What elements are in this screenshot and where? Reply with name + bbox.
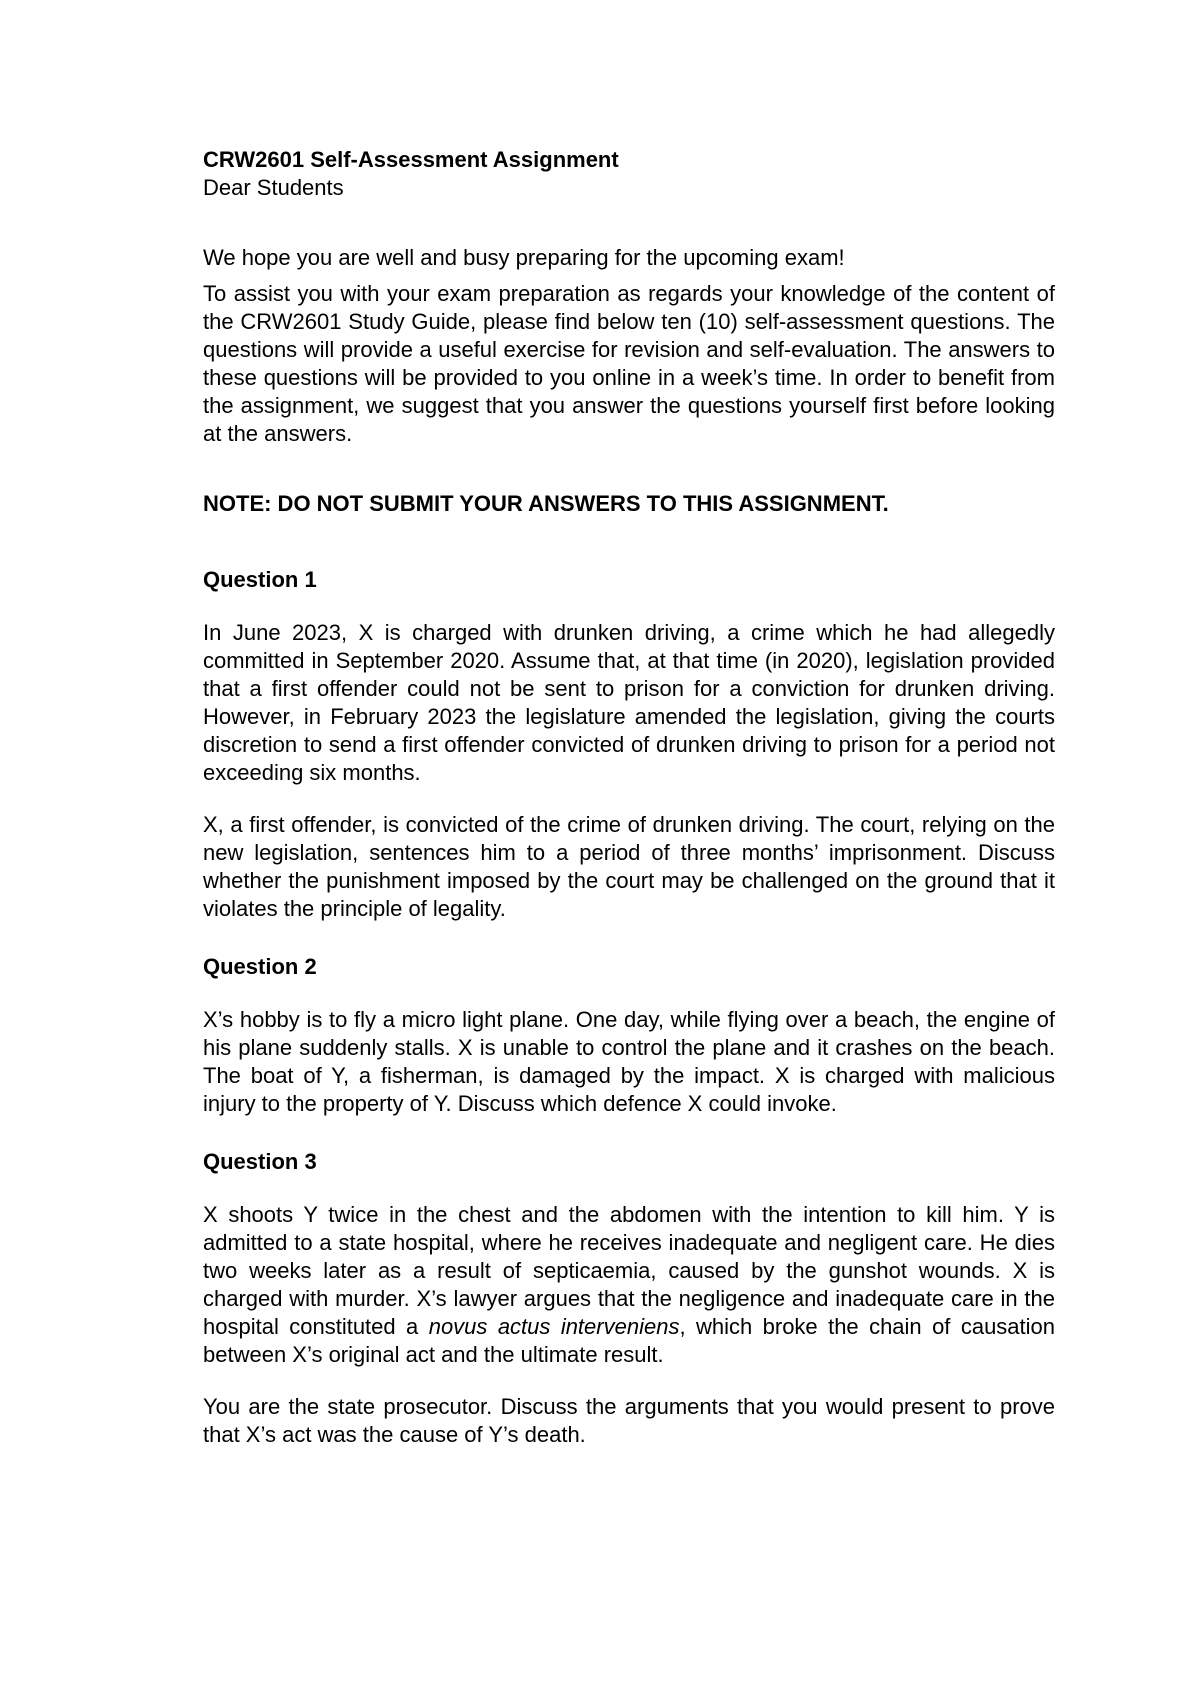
question-1-paragraph-1: In June 2023, X is charged with drunken driving, a crime which he had allegedly committed in September 2020. Assume that, at that time (in 2020), legislation provided that a first offender could not be sent to prison for a conviction for drunken driving. However, in February 2023 the legislature amended the legislation, giving the courts discretion to send a first offender convicted of drunken driving to prison for a period not exceeding six months. [203, 620, 1055, 785]
question-2-heading: Question 2 [203, 954, 317, 979]
question-3-section [203, 1148, 1055, 1449]
intro-paragraph-1: We hope you are well and busy preparing for the upcoming exam! [203, 245, 845, 270]
submission-note: NOTE: DO NOT SUBMIT YOUR ANSWERS TO THIS ASSIGNMENT. [203, 491, 889, 516]
question-3-paragraph-1 [203, 1201, 1055, 1369]
latin-term-emphasis: novus actus interveniens [428, 1314, 680, 1339]
question-3-paragraph-2: You are the state prosecutor. Discuss the arguments that you would present to prove that X’s act was the cause of Y’s death. [203, 1394, 1055, 1447]
intro-paragraph-2: To assist you with your exam preparation as regards your knowledge of the content of the CRW2601 Study Guide, please find below ten (10) self-assessment questions. The questions will provide a useful exercise for revision and self-evaluation. The answers to these questions will be provided to you online in a week’s time. In order to benefit from the assignment, we suggest that you answer the questions yourself first before looking at the answers. [203, 281, 1055, 446]
question-1-paragraph-2: X, a first offender, is convicted of the crime of drunken driving. The court, relying on the new legislation, sentences him to a period of three months’ imprisonment. Discuss whether the punishment imposed by the court may be challenged on the ground that it violates the principle of legality. [203, 812, 1055, 921]
salutation: Dear Students [203, 175, 344, 200]
question-3-paragraph-1-start: X shoots Y twice in the chest and the abdomen with the intention to kill him. Y is admitted to a state hospital, where he receives inadequate and negligent care. He dies two weeks later as a result of septicaemia, caused by the gunshot wounds. X is charged with murder. X’s lawyer argues that the negligence and inadequate care in the hospital constituted a [203, 1202, 1055, 1339]
question-3-paragraph-1-end: , which broke the chain of causation between X’s original act and the ultimate result. [203, 1314, 1056, 1367]
document-content [203, 146, 1055, 1449]
question-1-section [203, 566, 1055, 923]
question-1-heading: Question 1 [203, 567, 317, 592]
question-3-heading: Question 3 [203, 1149, 317, 1174]
question-2-section [203, 953, 1055, 1118]
document-title: CRW2601 Self-Assessment Assignment [203, 147, 619, 172]
question-2-paragraph-1: X’s hobby is to fly a micro light plane. One day, while flying over a beach, the engine of his plane suddenly stalls. X is unable to control the plane and it crashes on the beach. The boat of Y, a fisherman, is damaged by the impact. X is charged with malicious injury to the property of Y. Discuss which defence X could invoke. [203, 1007, 1055, 1116]
